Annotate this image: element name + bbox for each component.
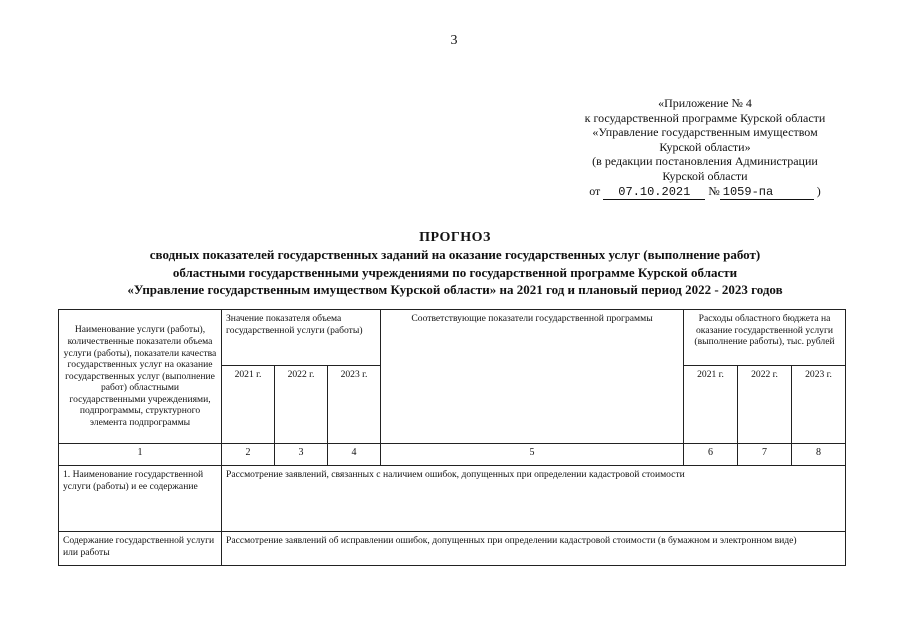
column-numbers-row [59, 444, 846, 466]
table-row [59, 532, 846, 566]
column-number: 5 [381, 444, 684, 466]
header-volume-group: Значение показателя объема государственной услуги (работы) [222, 310, 381, 366]
header-budget-group: Расходы областного бюджета на оказание государственной услуги (выполнение работы), тыс. рублей [684, 310, 846, 366]
row-content: Рассмотрение заявлений, связанных с наличием ошибок, допущенных при определении кадастровой стоимости [222, 466, 846, 532]
header-budget-year: 2022 г. [738, 366, 792, 444]
decree-date: 07.10.2021 [603, 186, 705, 200]
number-prefix: № [708, 183, 720, 198]
column-number: 7 [738, 444, 792, 466]
header-row [59, 310, 846, 366]
title-main: ПРОГНОЗ [419, 230, 491, 245]
column-number: 6 [684, 444, 738, 466]
column-number: 8 [792, 444, 846, 466]
forecast-table [58, 309, 846, 566]
title-line-3: «Управление государственным имуществом Курской области» на 2021 год и плановый период 2022 - 2023 годов [127, 282, 783, 297]
closing-paren: ) [816, 183, 821, 198]
column-number: 1 [59, 444, 222, 466]
appendix-edition-region: Курской области [662, 168, 748, 183]
row-label: Содержание государственной услуги или работы [59, 532, 222, 566]
header-volume-year: 2021 г. [222, 366, 275, 444]
title-line-1: сводных показателей государственных заданий на оказание государственных услуг (выполнение работ) [149, 247, 761, 262]
appendix-program-name-end: Курской области» [659, 139, 751, 154]
title-line-2: областными государственными учреждениями по государственной программе Курской области [172, 264, 738, 280]
appendix-program-name: «Управление государственным имуществом [592, 125, 818, 140]
row-label: 1. Наименование государственной услуги (работы) и ее содержание [59, 466, 222, 532]
header-volume-year: 2022 г. [275, 366, 328, 444]
document-title [40, 229, 870, 299]
header-budget-year: 2023 г. [792, 366, 846, 444]
column-number: 3 [275, 444, 328, 466]
page-number: 3 [450, 33, 458, 48]
header-budget-year: 2021 г. [684, 366, 738, 444]
column-number: 2 [222, 444, 275, 466]
decree-number: 1059-па [720, 186, 814, 200]
appendix-title: «Приложение № 4 [658, 96, 752, 110]
header-program-indicators: Соответствующие показатели государственной программы [381, 310, 684, 444]
appendix-date-line [560, 184, 850, 200]
table-row [59, 466, 846, 532]
row-content: Рассмотрение заявлений об исправлении ошибок, допущенных при определении кадастровой стоимости (в бумажном и электронном виде) [222, 532, 846, 566]
date-prefix: от [589, 183, 601, 198]
appendix-program-ref: к государственной программе Курской области [584, 110, 826, 125]
header-service-name: Наименование услуги (работы), количественные показатели объема услуги (работы), показатели качества государственных услуг на оказание государственных услуг (выполнение работ) областными государственными учреждениями, подпрограммы, структурного элемента подпрограммы [59, 310, 222, 444]
appendix-edition-note: (в редакции постановления Администрации [592, 154, 818, 169]
column-number: 4 [328, 444, 381, 466]
header-volume-year: 2023 г. [328, 366, 381, 444]
appendix-block [560, 96, 850, 200]
